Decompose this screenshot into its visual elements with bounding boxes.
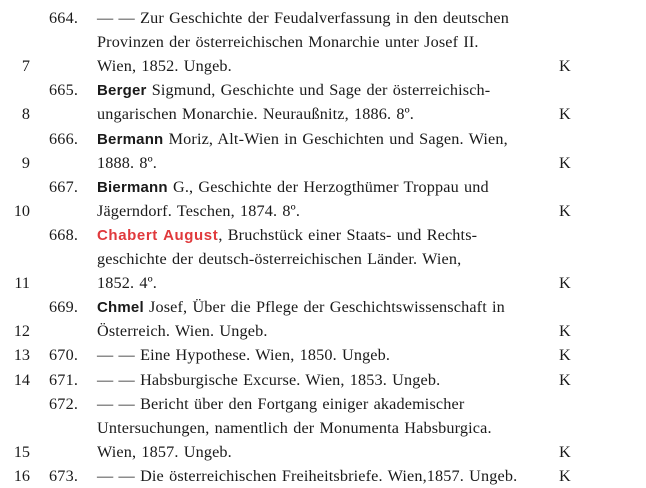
catalog-entry	[0, 223, 646, 295]
entry-text: Moriz, Alt-Wien in Geschichten und Sagen. Wien,	[163, 129, 508, 148]
entry-line	[97, 343, 390, 367]
entry-text: Sigmund, Geschichte und Sage der österreichisch-	[146, 81, 491, 100]
catalog-entry	[0, 295, 646, 343]
entry-line	[97, 127, 508, 151]
catalog-entry	[0, 78, 646, 126]
entry-text: G., Geschichte der Herzogthümer Troppau und	[167, 177, 489, 196]
entry-text: 1852. 4º.	[97, 274, 157, 293]
entry-number: 666.	[49, 129, 79, 148]
entry-text: — — Habsburgische Excurse. Wien, 1853. Ungeb.	[97, 370, 441, 389]
entry-line	[97, 271, 157, 295]
shelf-number: 13	[13, 346, 30, 365]
entry-number: 669.	[49, 298, 79, 317]
entry-line	[97, 368, 440, 392]
shelf-mark: K	[559, 346, 571, 365]
shelf-number: 8	[21, 105, 30, 124]
shelf-mark: K	[559, 322, 571, 341]
author-name: Bermann	[97, 130, 164, 148]
entry-text: — — Eine Hypothese. Wien, 1850. Ungeb.	[97, 346, 391, 365]
entry-line	[97, 151, 157, 175]
entry-line	[97, 392, 464, 416]
catalog-entry	[0, 343, 646, 367]
entry-text: Josef, Über die Pflege der Geschichtswissenschaft in	[143, 298, 505, 317]
shelf-mark: K	[559, 442, 571, 461]
entry-line	[97, 416, 492, 440]
entry-text: — — Bericht über den Fortgang einiger akademischer	[97, 394, 465, 413]
entry-number: 668.	[49, 225, 79, 244]
shelf-mark: K	[559, 274, 571, 293]
shelf-mark: K	[559, 201, 571, 220]
author-name: Chmel	[97, 299, 144, 317]
shelf-mark: K	[559, 105, 571, 124]
catalog-entry	[0, 392, 646, 464]
entry-line	[97, 223, 477, 247]
entry-text: geschichte der deutsch-österreichischen Länder. Wien,	[97, 249, 462, 268]
entry-number: 671.	[49, 370, 79, 389]
shelf-number: 10	[13, 201, 30, 220]
catalog-entry	[0, 127, 646, 175]
entry-number: 673.	[49, 466, 79, 485]
entry-number: 665.	[49, 81, 79, 100]
entry-text: Wien, 1857. Ungeb.	[97, 442, 232, 461]
entry-text: Jägerndorf. Teschen, 1874. 8º.	[97, 201, 301, 220]
shelf-mark: K	[559, 153, 571, 172]
entry-line	[97, 6, 509, 30]
entry-text: ungarischen Monarchie. Neuraußnitz, 1886. 8º.	[97, 105, 414, 124]
shelf-number: 12	[13, 322, 30, 341]
shelf-number: 11	[14, 274, 30, 293]
shelf-mark: K	[559, 466, 571, 485]
entry-line	[97, 175, 489, 199]
entry-line	[97, 319, 268, 343]
shelf-mark: K	[559, 57, 571, 76]
entry-line	[97, 247, 461, 271]
entry-text: — — Die österreichischen Freiheitsbriefe. Wien,1857. Ungeb.	[97, 466, 518, 485]
entry-text: Provinzen der österreichischen Monarchie unter Josef II.	[97, 33, 479, 52]
entry-line	[97, 199, 300, 223]
entry-text: Österreich. Wien. Ungeb.	[97, 322, 268, 341]
entry-line	[97, 102, 414, 126]
entry-number: 670.	[49, 346, 79, 365]
shelf-mark: K	[559, 370, 571, 389]
author-name: Biermann	[97, 178, 168, 196]
shelf-number: 14	[13, 370, 30, 389]
entry-text: Wien, 1852. Ungeb.	[97, 57, 232, 76]
shelf-number: 7	[21, 57, 30, 76]
entry-text: — — Zur Geschichte der Feudalverfassung in den deutschen	[97, 9, 509, 27]
entry-line	[97, 464, 517, 488]
entry-line	[97, 54, 232, 78]
entry-line	[97, 30, 479, 54]
entry-number: 672.	[49, 394, 79, 413]
shelf-number: 9	[21, 153, 30, 172]
entry-text: 1888. 8º.	[97, 153, 157, 172]
catalog-entry	[0, 6, 646, 78]
entry-number: 664.	[49, 9, 79, 27]
author-name: Berger	[97, 82, 147, 100]
shelf-number: 16	[13, 466, 30, 485]
entry-text: Untersuchungen, namentlich der Monumenta Habsburgica.	[97, 418, 492, 437]
catalog-entry	[0, 464, 646, 488]
entry-text: , Bruchstück einer Staats- und Rechts-	[218, 225, 478, 244]
entry-line	[97, 440, 232, 464]
catalog-entry	[0, 175, 646, 223]
entry-line	[97, 295, 505, 319]
entry-number: 667.	[49, 177, 79, 196]
entry-line	[97, 78, 490, 102]
catalog-entry	[0, 368, 646, 392]
shelf-number: 15	[13, 442, 30, 461]
highlighted-author-name: Chabert August	[97, 226, 219, 244]
